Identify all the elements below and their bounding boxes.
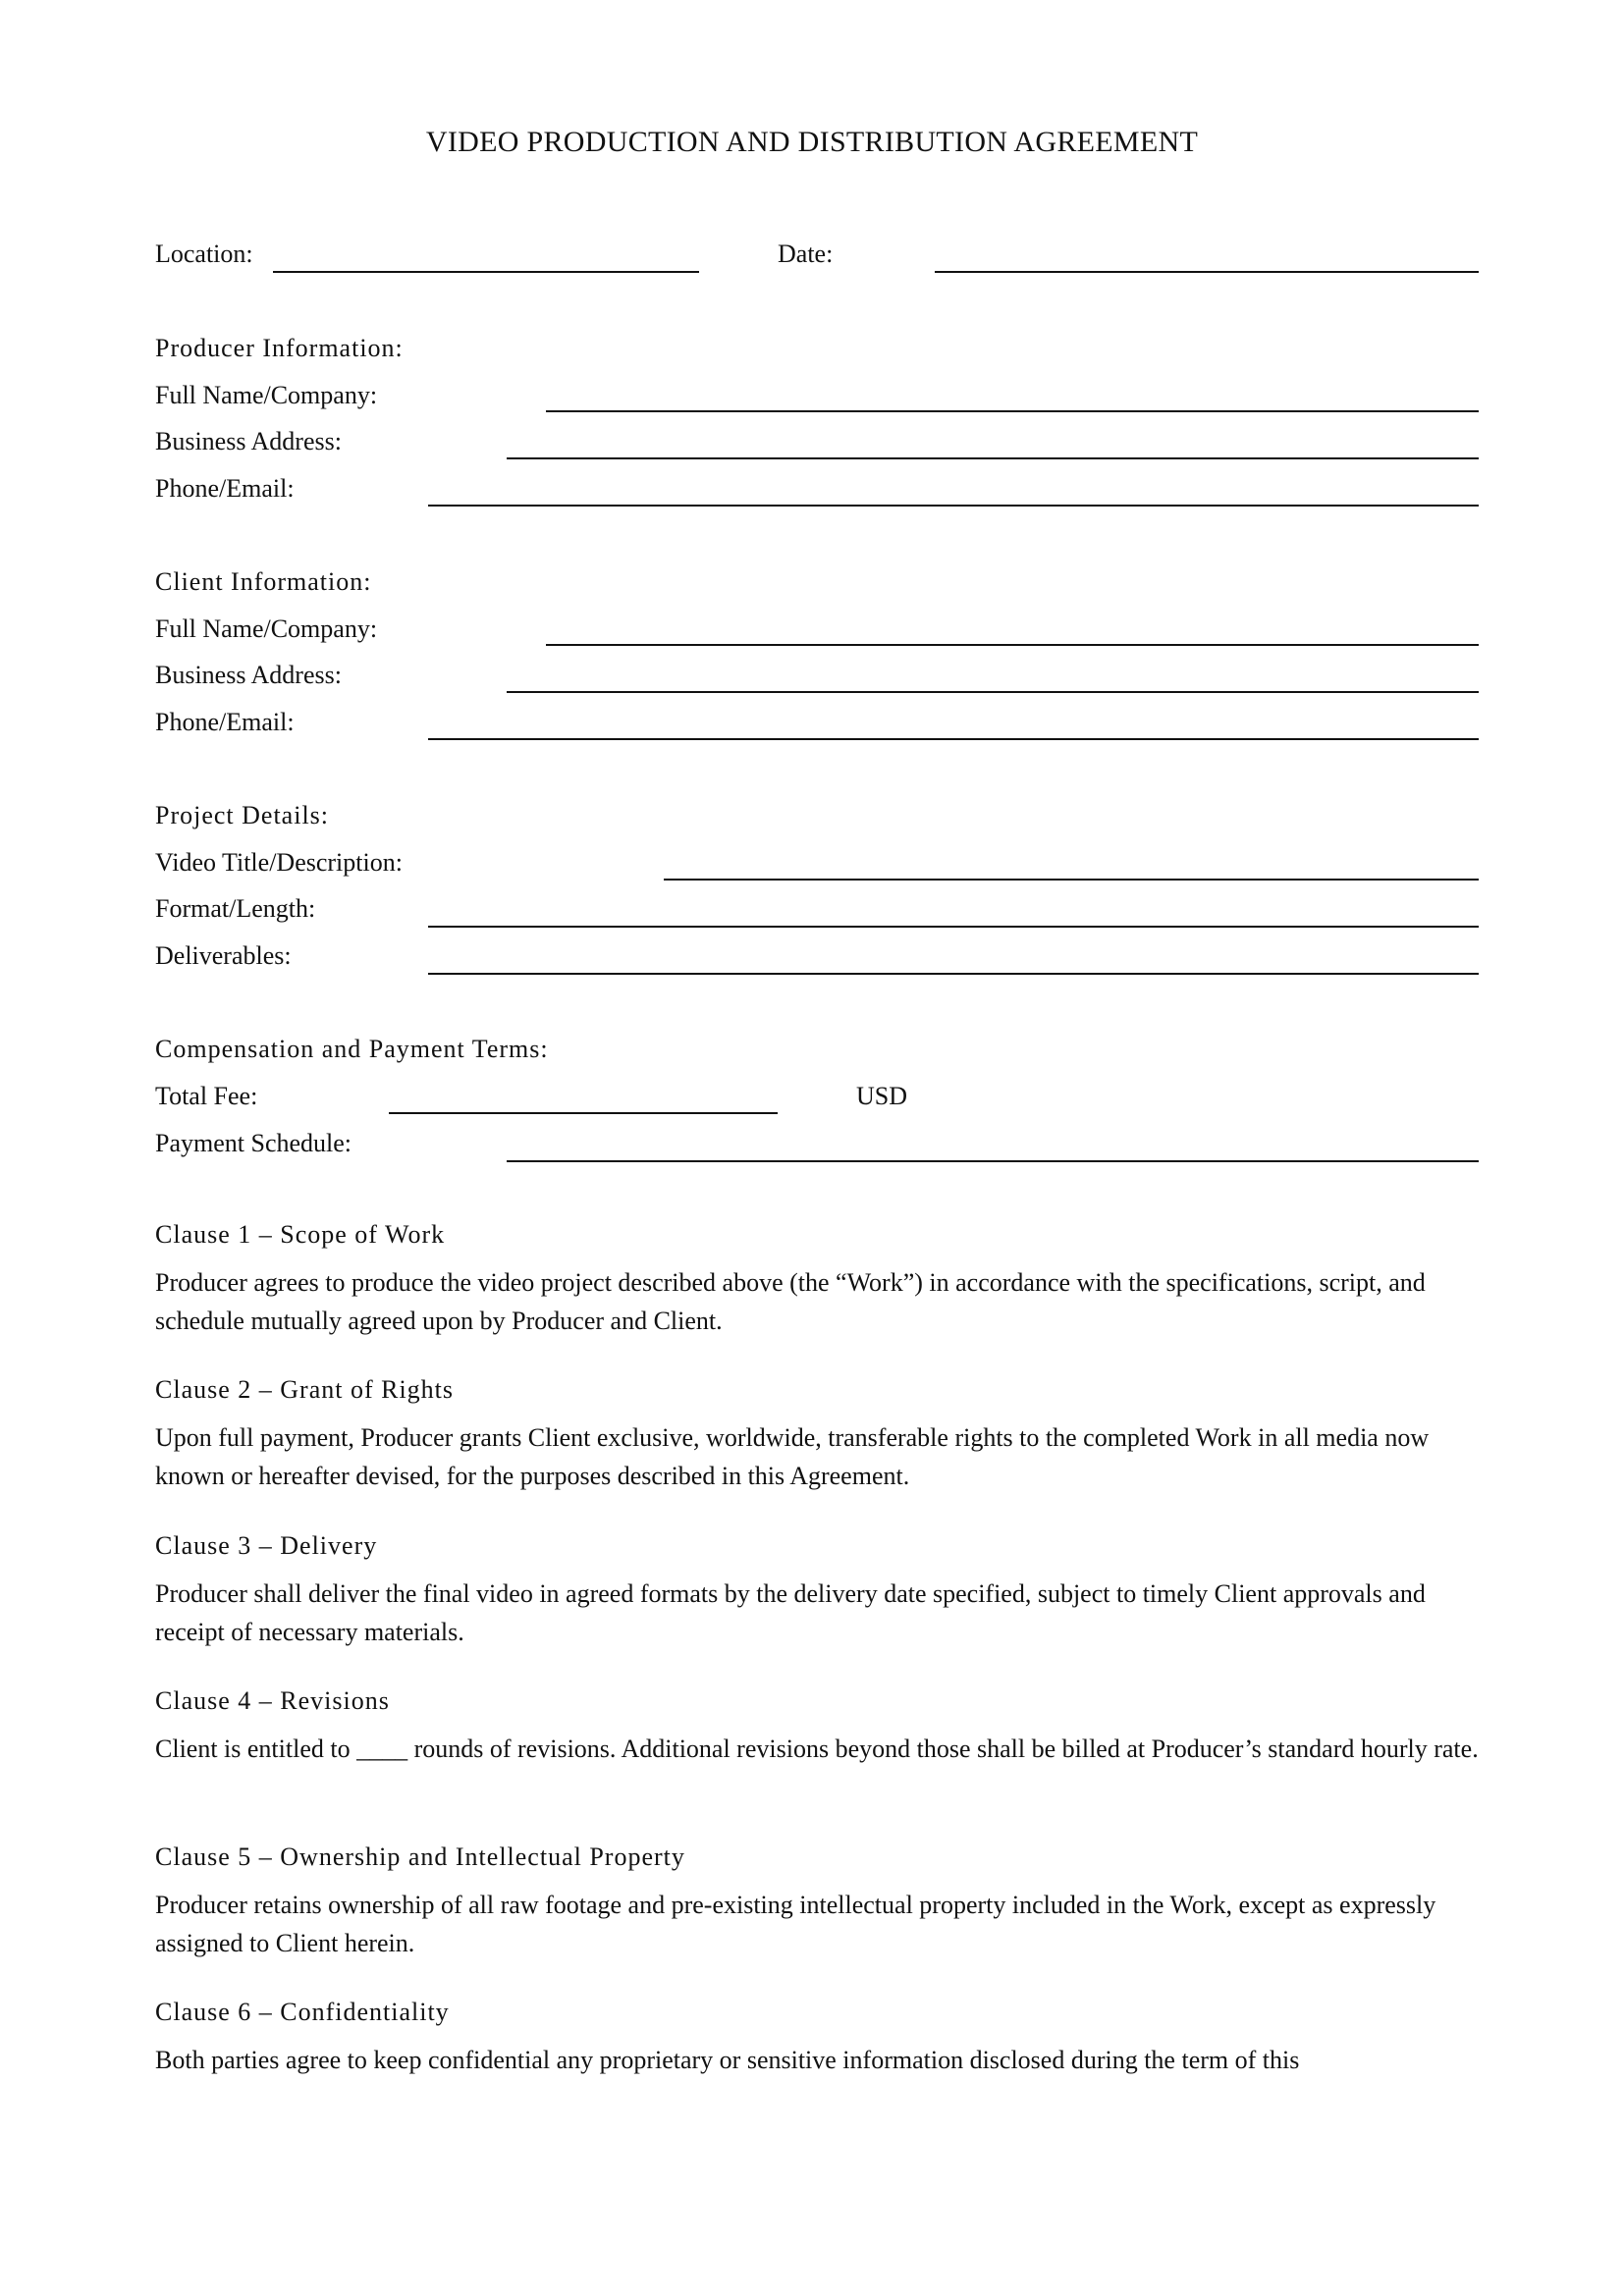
project-format-label: Format/Length: (155, 894, 316, 923)
date-field[interactable] (935, 271, 1479, 273)
clause-1-text: Producer agrees to produce the video project described above (the “Work”) in accordance with the specifications, script, and schedule mutually agreed upon by Producer and Client. (155, 1268, 1426, 1335)
project-deliverables-label: Deliverables: (155, 941, 292, 970)
clause-6-heading: Clause 6 – Confidentiality (155, 1998, 450, 2026)
compensation-heading: Compensation and Payment Terms: (155, 1035, 549, 1063)
clause-5-heading: Clause 5 – Ownership and Intellectual Property (155, 1842, 685, 1871)
client-address-label: Business Address: (155, 661, 342, 689)
payment-schedule-field[interactable] (507, 1160, 1479, 1162)
location-label: Location: (155, 240, 253, 268)
project-heading: Project Details: (155, 801, 330, 829)
total-fee-label: Total Fee: (155, 1082, 258, 1110)
producer-name-field[interactable] (546, 410, 1479, 412)
producer-name-label: Full Name/Company: (155, 381, 378, 409)
payment-schedule-label: Payment Schedule: (155, 1129, 352, 1157)
project-format-field[interactable] (428, 926, 1479, 928)
producer-contact-label: Phone/Email: (155, 474, 295, 503)
client-heading: Client Information: (155, 567, 372, 596)
clause-4-heading: Clause 4 – Revisions (155, 1686, 390, 1715)
project-title-field[interactable] (664, 879, 1479, 881)
clause-1-heading: Clause 1 – Scope of Work (155, 1220, 446, 1249)
clause-3-text: Producer shall deliver the final video in agreed formats by the delivery date specified, subject to timely Client approvals and receipt of necessary materials. (155, 1579, 1426, 1646)
producer-address-field[interactable] (507, 457, 1479, 459)
clause-3-heading: Clause 3 – Delivery (155, 1531, 378, 1560)
document-title: VIDEO PRODUCTION AND DISTRIBUTION AGREEMENT (425, 126, 1199, 158)
producer-heading: Producer Information: (155, 334, 404, 362)
clause-2-text: Upon full payment, Producer grants Client exclusive, worldwide, transferable rights to the completed Work in all media now known or hereafter devised, for the purposes described in this Agreement. (155, 1423, 1430, 1490)
clause-2-heading: Clause 2 – Grant of Rights (155, 1375, 455, 1404)
date-label: Date: (778, 240, 834, 268)
producer-address-label: Business Address: (155, 427, 342, 455)
project-title-label: Video Title/Description: (155, 848, 403, 877)
producer-contact-field[interactable] (428, 505, 1479, 507)
total-fee-field[interactable] (389, 1112, 778, 1114)
project-deliverables-field[interactable] (428, 973, 1479, 975)
client-name-label: Full Name/Company: (155, 614, 378, 643)
clause-6-text: Both parties agree to keep confidential any proprietary or sensitive information disclosed during the term of this (155, 2046, 1300, 2074)
client-contact-field[interactable] (428, 738, 1479, 740)
clause-4-text: Client is entitled to ____ rounds of revisions. Additional revisions beyond those shall be billed at Producer’s standard hourly rate. (155, 1735, 1479, 1763)
client-name-field[interactable] (546, 644, 1479, 646)
client-address-field[interactable] (507, 691, 1479, 693)
location-field[interactable] (273, 271, 699, 273)
clause-5-text: Producer retains ownership of all raw footage and pre-existing intellectual property included in the Work, except as expressly assigned to Client herein. (155, 1891, 1436, 1957)
client-contact-label: Phone/Email: (155, 708, 295, 736)
currency-label: USD (856, 1082, 908, 1110)
